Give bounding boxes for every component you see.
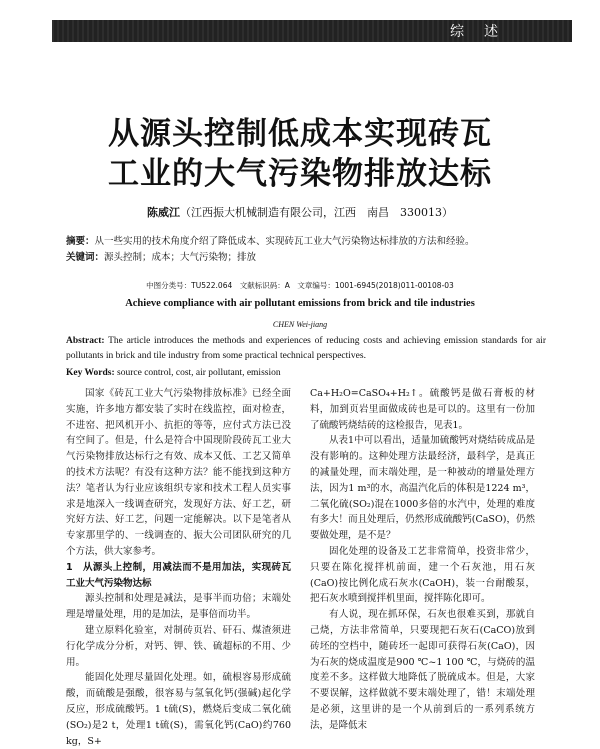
english-keywords-text: source control, cost, air pollutant, emission — [114, 368, 281, 378]
paragraph: 建立原料化验室，对制砖页岩、矸石、煤渣须进行化学成分分析，对钙、钾、铁、硫超标的不用、少用。 — [66, 624, 291, 668]
keywords-cn-text: 源头控制；成本；大气污染物；排放 — [104, 252, 257, 263]
author-name: 陈威江 — [147, 206, 180, 219]
paragraph: 从表1中可以看出，适量加硫酸钙对烧结砖成品是没有影响的。这种处理方法最经济，最科学，是真正的减量处理，而末端处理，是一种被动的增量处理方法，因为1 m³的水，高温汽化后的体积是1224 m³，二氧化硫(SO₂)混在1000多倍的水汽中，处理的难度有多大！而且处理后，仍然形成硫酸钙(CaSO)，仍然要做处理，是不是？ — [310, 435, 535, 542]
english-keywords — [66, 366, 546, 381]
article-title-line1: 从源头控制低成本实现砖瓦 — [108, 116, 492, 152]
author-line — [0, 204, 600, 220]
keywords-cn-label: 关键词： — [66, 252, 105, 263]
section-label: 综述 — [450, 24, 518, 40]
paragraph: 源头控制和处理是减法，是事半而功倍；末端处理是增量处理，用的是加法，是事倍而功半。 — [66, 593, 291, 621]
keywords-cn — [66, 250, 546, 265]
paragraph: 固化处理的设备及工艺非常简单，投资非常少，只要在陈化搅拌机前面，建一个石灰池，用石灰(CaO)按比例化成石灰水(CaOH)，装一台耐酸泵，把石灰水喷到搅拌机里面，搅拌陈化即可。 — [310, 545, 535, 605]
english-abstract-text: The article introduces the methods and experiences of reducing costs and achieving emission standards for air pollutants in brick and tile industry from some practical technical perspectives. — [66, 336, 546, 361]
english-abstract — [66, 334, 546, 364]
english-author: CHEN Wei-jiang — [272, 320, 328, 329]
classification-meta: 中图分类号：TU522.064 文献标识码：A 文章编号：1001-6945(2018)011-00108-03 — [146, 281, 454, 290]
author-affiliation: （江西振大机械制造有限公司，江西 南昌 330013） — [180, 206, 453, 219]
article-title-line2: 工业的大气污染物排放达标 — [108, 156, 492, 192]
paragraph: 有人说，现在抓环保，石灰也很难买到，那就自己烧，方法非常简单，只要现把石灰石(CaCO)放到砖坯的空档中，随砖坯一起即可获得石灰(CaO)，因为石灰的烧成温度是900 ℃~1 100 ℃，与烧砖的温度差不多。这样做大地降低了脱硫成本。但是，大家不要误解，这样做就不要末端处理了，错！末端处理是必须，这里讲的是一个从前到后的一系列系统方法，是降低末 — [310, 609, 535, 731]
paragraph: Ca+H₂O=CaSO₄+H₂↑。硫酸钙是做石膏板的材料，加到页岩里面做成砖也是可以的。这里有一份加了硫酸钙烧结砖的这检报告，见表1。 — [310, 388, 535, 431]
journal-header-bar — [52, 20, 572, 42]
abstract-cn-text: 从一些实用的技术角度介绍了降低成本、实现砖瓦工业大气污染物达标排放的方法和经验。 — [94, 236, 475, 247]
abstract-cn — [66, 234, 546, 249]
body-right-column — [310, 386, 535, 734]
english-title: Achieve compliance with air pollutant emissions from brick and tile industries — [125, 298, 475, 309]
english-abstract-label: Abstract: — [66, 336, 105, 346]
abstract-cn-label: 摘要： — [66, 236, 95, 247]
section-heading-1: 1 从源头上控制，用减法而不是用加法，实现砖瓦工业大气污染物达标 — [66, 561, 291, 589]
english-keywords-label: Key Words: — [66, 368, 115, 378]
paragraph: 国家《砖瓦工业大气污染物排放标准》已经全面实施，许多地方都安装了实时在线监控，面对检查，不进窑、把风机开小、抗拒的等等，应付式方法已没有空间了。但是，什么是符合中国现阶段砖瓦工业大气污染物排放达标行之有效、成本又低、工艺又简单的技术方法呢？有没有这种方法？能不能找到这种方法？笔者认为行业应该组织专家和技术工程人员实事求是地深入一线调查研究，发现好方法、好工艺，研究好方法、好工艺，问题一定能解决。以下是笔者从专家那里学的、一线调查的、振大公司团队研究的几个方法，供大家参考。 — [66, 388, 291, 557]
body-left-column — [66, 386, 291, 749]
paragraph: 能固化处理尽量固化处理。如，硫根容易形成硫酸，而硫酸是强酸，很容易与氢氧化钙(强碱)起化学反应，形成硫酸钙。1 t硫(S)，燃烧后变成二氧化硫(SO₂)是2 t，处理1 t硫(S)，需氧化钙(CaO)约760 kg，S+ — [66, 672, 291, 747]
